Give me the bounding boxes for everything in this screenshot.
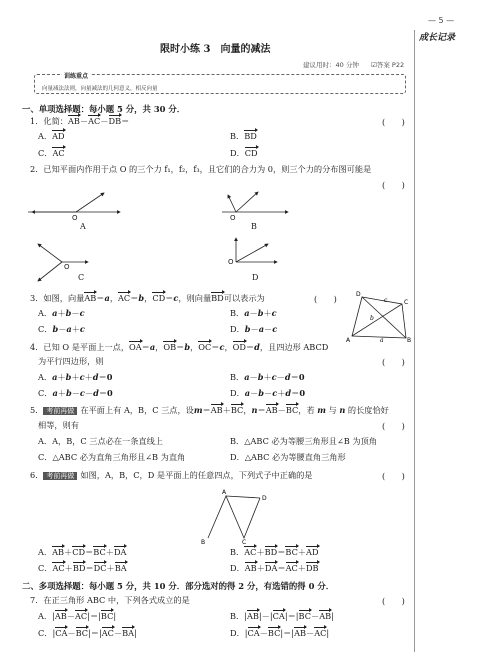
diagram-label-d: D (252, 273, 259, 282)
q4-option-a: A．a＋b＋c＋d＝0 (38, 372, 113, 382)
diagram-d (236, 238, 277, 262)
svg-text:B: B (407, 337, 412, 344)
svg-text:b: b (370, 315, 374, 322)
diagram-a-origin: O (72, 214, 78, 222)
q6-option-d: D．AB＋DA＝AC＋DB (230, 563, 319, 573)
q3-option-c: C．b－a＋c (38, 324, 85, 334)
answer-paren: ( ) (314, 294, 337, 304)
diagram-a (28, 193, 120, 212)
question-7: 7．在正三角形 ABC 中，下列各式成立的是 (30, 595, 190, 605)
q7-option-b: B．|AB|－|CA|＝|BC－AB| (230, 611, 334, 621)
q3-option-a: A．a＋b－c (38, 308, 85, 318)
q6-option-a: A．AB＋CD＝BC＋DA (38, 547, 127, 557)
q4-option-b: B．a－b＋c－d＝0 (230, 372, 305, 382)
svg-text:C: C (404, 299, 409, 306)
svg-text:a: a (380, 337, 384, 344)
diagram-b-origin: O (230, 214, 236, 222)
question-3: 3．如图，向量AB＝a，AC＝b，CD＝c，则向量BD可以表示为 (30, 293, 265, 303)
key-points-heading: 训练重点 (64, 73, 89, 80)
question-1: 1．化简：AB－AC－DB＝ (30, 116, 130, 126)
svg-text:c: c (384, 297, 388, 304)
q6-option-c: C．AC＋BD＝DC＋BA (38, 563, 127, 573)
svg-text:A: A (222, 489, 227, 496)
q1-option-d: D．CD (230, 148, 258, 158)
diagram-d-origin: O (228, 258, 234, 266)
exam-style-tag: 考前再做 (43, 407, 77, 415)
q1-option-b: B．BD (230, 131, 257, 141)
svg-text:A: A (346, 337, 351, 344)
q5-option-d: D．△ABC 必为等腰直角三角形 (230, 452, 346, 462)
diagram-c-origin: O (64, 263, 70, 271)
answer-paren: ( ) (382, 471, 405, 481)
q5-option-a: A．A，B，C 三点必在一条直线上 (38, 436, 163, 446)
key-points-text: 向量减法法则，向量减法的几何意义，相反向量 (42, 86, 158, 92)
q4-option-d: D．a－b－c＋d＝0 (230, 388, 306, 398)
svg-text:B: B (201, 539, 206, 546)
svg-text:D: D (356, 291, 361, 298)
answer-paren: ( ) (382, 117, 405, 127)
page-number: — 5 — (428, 16, 455, 25)
q3-option-d: D．b－a－c (230, 324, 278, 334)
q2-diagrams (0, 0, 410, 300)
exam-style-tag: 考前再做 (43, 472, 77, 480)
page-title: 限时小练 3 向量的减法 (160, 44, 271, 55)
q7-option-c: C．|CA－BC|＝|AC－BA| (38, 628, 137, 638)
answer-paren: ( ) (382, 357, 405, 367)
section-multiple-choice: 二、多项选择题：每小题 5 分，共 10 分．部分选对的得 2 分，有选错的得 0 分． (22, 581, 335, 591)
diagram-label-b: B (251, 222, 257, 231)
question-4: 4．已知 O 是平面上一点，OA＝a，OB＝b，OC＝c，OD＝d，且四边形 ABCD (30, 342, 329, 352)
q6-four-point-figure (196, 488, 276, 546)
q5-option-c: C．△ABC 必为直角三角形且∠B 为直角 (38, 452, 186, 462)
q6-option-b: B．AC＋BD＝BC＋AD (230, 547, 319, 557)
side-label: 成长记录 (419, 33, 456, 43)
q1-option-c: C．AC (38, 148, 65, 158)
question-6: 6． 考前再做 如图，A，B，C，D 是平面上的任意四点，下列式子中正确的是 (30, 470, 313, 480)
q7-option-d: D．|CA－BC|＝|AB－AC| (230, 628, 330, 638)
diagram-b (222, 192, 288, 212)
q3-quadrilateral-figure (346, 290, 416, 346)
question-5-line-2: 相等，则有 (38, 420, 79, 430)
q3-option-b: B．a－b＋c (230, 308, 277, 318)
q7-option-a: A．|AB－AC|＝|BC| (38, 611, 117, 621)
answer-paren: ( ) (382, 421, 405, 431)
answer-paren: ( ) (382, 596, 405, 606)
svg-text:C: C (242, 539, 247, 546)
section-single-choice: 一、单项选择题：每小题 5 分，共 30 分． (22, 104, 186, 114)
question-2: 2．已知平面内作用于点 O 的三个力 f₁，f₂，f₃，且它们的合力为 0，则三个力的分布图可能是 (30, 164, 372, 174)
answer-paren: ( ) (382, 180, 405, 190)
question-5: 5． 考前再做 在平面上有 A，B，C 三点，设m＝AB＋BC，n＝AB－BC，若 m 与 n 的长度恰好 (30, 405, 389, 415)
meta-answer: ☑答案 P22 (371, 61, 405, 69)
svg-text:D: D (262, 495, 267, 502)
q1-option-a: A．AD (38, 131, 65, 141)
q4-option-c: C．a＋b－c－d＝0 (38, 388, 113, 398)
question-4-line-2: 为平行四边形，则 (38, 356, 104, 366)
q5-option-b: B．△ABC 必为等腰三角形且∠B 为顶角 (230, 436, 377, 446)
diagram-label-c: C (78, 273, 85, 282)
meta-time: 建议用时：40 分钟 (303, 61, 359, 69)
diagram-label-a: A (80, 222, 86, 231)
